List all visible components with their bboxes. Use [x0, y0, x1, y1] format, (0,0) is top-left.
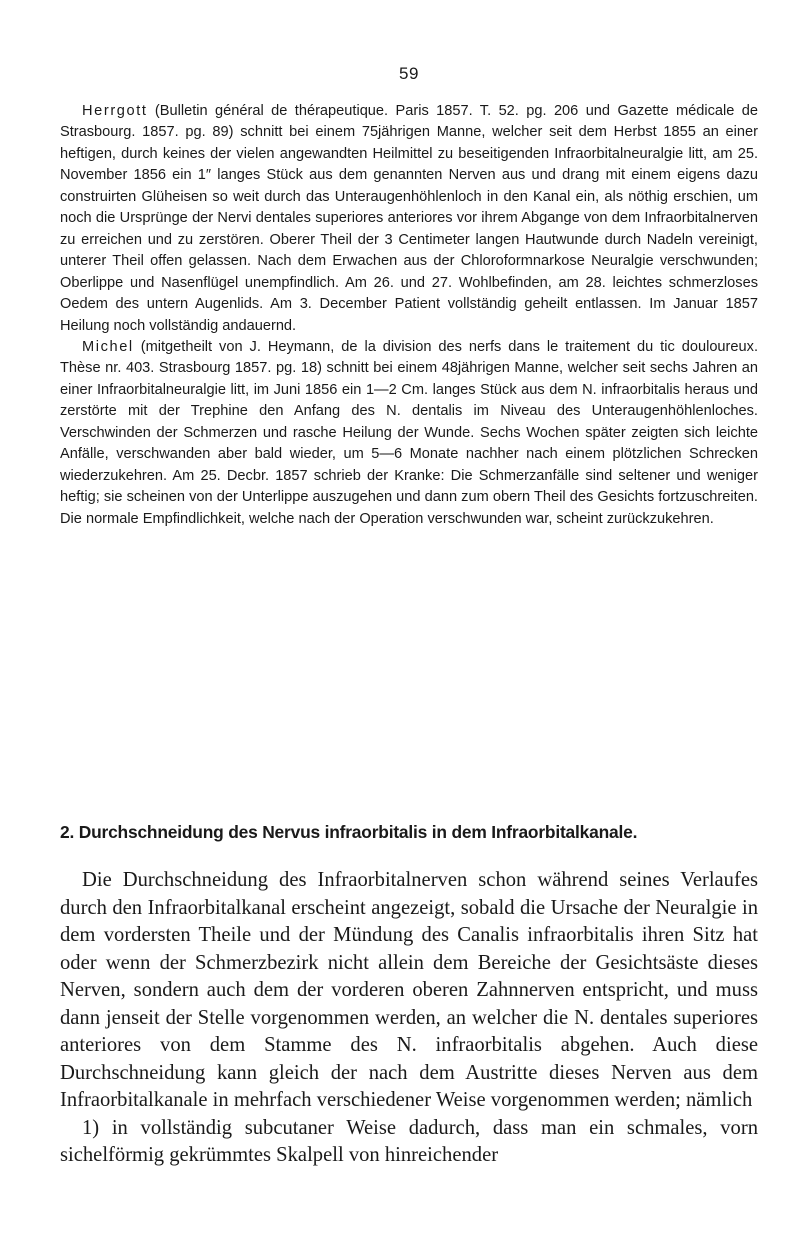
- section-body: [60, 867, 758, 1170]
- author-name: Herrgott: [82, 103, 148, 119]
- author-name: Michel: [82, 338, 134, 355]
- case-paragraph-michel: [60, 337, 758, 530]
- case-reports: [60, 101, 758, 530]
- body-paragraph: Die Durchschneidung des Infraorbitalnerven schon während seines Verlaufes durch den Infraorbitalkanal erscheint angezeigt, sobald die Ursache der Neuralgie in dem vordersten Theile und der Mündung des Canalis infraorbitalis ihren Sitz hat oder wenn der Schmerzbezirk nicht allein dem Bereiche der Gesichtsäste dieses Nerven, sondern auch dem der vorderen oberen Zahnnerven entspricht, und muss dann jenseit der Stelle vorgenommen werden, an welcher die N. dentales superiores anteriores von dem Stamme des N. infraorbitalis abgehen. Auch diese Durchschneidung kann gleich der nach dem Austritte dieses Nerven aus dem Infraorbitalkanale in mehrfach verschiedener Weise vorgenommen werden; nämlich: [60, 869, 758, 1111]
- case-text: (Bulletin général de thérapeutique. Paris 1857. T. 52. pg. 206 und Gazette médicale de Strasbourg. 1857. pg. 89) schnitt bei einem 75jährigen Manne, welcher seit dem Herbst 1855 an einer heftigen, durch keines der vielen angewandten Heilmittel zu beseitigenden Infraorbitalneuralgie litt, am 25. November 1856 ein 1″ langes Stück aus dem genannten Nerven aus und drang mit einem eigens dazu construirten Glüheisen so weit durch das Unteraugenhöhlenloch in den Kanal ein, als nöthig erschien, um noch die Ursprünge der Nervi dentales superiores anteriores vor ihrem Abgange von dem Infraorbitalnerven zu erreichen und zu zerstören. Oberer Theil der 3 Centimeter langen Hautwunde durch Nadeln vereinigt, unterer Theil offen gelassen. Nach dem Erwachen aus der Chloroformnarkose Neuralgie verschwunden; Oberlippe und Nasenflügel unempfindlich. Am 26. und 27. Wohlbefinden, am 28. leichtes schmerzloses Oedem des untern Augenlids. Am 3. December Patient vollständig geheilt entlassen. Im Januar 1857 Heilung noch vollständig andauernd.: [60, 103, 758, 334]
- body-paragraph: 1) in vollständig subcutaner Weise dadurch, dass man ein schmales, vorn sichelförmig gekrümmtes Skalpell von hinreichender: [60, 1116, 758, 1166]
- case-text: (mitgetheilt von J. Heymann, de la division des nerfs dans le traitement du tic douloureux. Thèse nr. 403. Strasbourg 1857. pg. 18) schnitt bei einem 48jährigen Manne, welcher seit sechs Jahren an einer Infraorbitalneuralgie litt, im Juni 1856 ein 1—2 Cm. langes Stück aus dem N. infraorbitalis heraus und zerstörte mit der Trephine den Anfang des N. dentalis im Niveau des Unteraugenhöhlenloches. Verschwinden der Schmerzen und rasche Heilung der Wunde. Sechs Wochen später zeigten sich leichte Anfälle, verschwanden aber bald wieder, um 5—6 Monate nachher nach einem plötzlichen Schrecken wiederzukehren. Am 25. Decbr. 1857 schrieb der Kranke: Die Schmerzanfälle sind seltener und weniger heftig; sie scheinen von der Unterlippe auszugehen und dann zum obern Theil des Gesichts fortzuschreiten. Die normale Empfindlichkeit, welche nach der Operation verschwunden war, scheint zurückzukehren.: [60, 338, 758, 527]
- page-number: 59: [399, 64, 419, 83]
- case-paragraph-herrgott: [60, 101, 758, 337]
- section-heading: 2. Durchschneidung des Nervus infraorbitalis in dem Infraorbitalkanale.: [60, 822, 638, 842]
